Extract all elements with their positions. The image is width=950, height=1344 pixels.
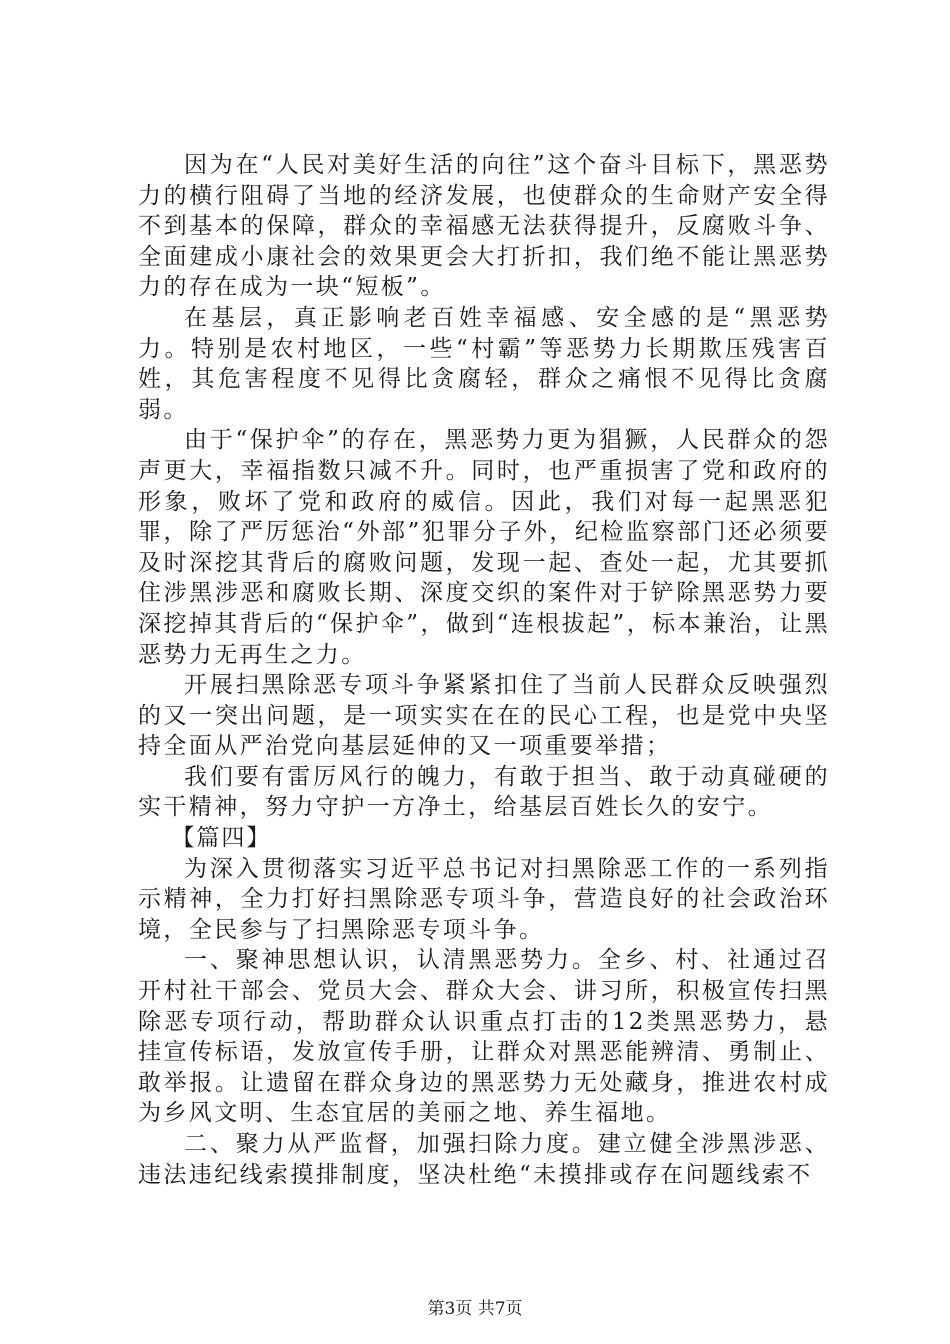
- document-body: [138, 150, 830, 1190]
- section-heading: 【篇四】: [171, 825, 272, 852]
- page-footer: 第3页 共7页: [427, 1299, 523, 1319]
- paragraph-6: 为深入贯彻落实习近平总书记对扫黑除恶工作的一系列指示精神，全力打好扫黑除恶专项斗争，营造良好的社会政治环境，全民参与了扫黑除恶专项斗争。: [138, 855, 830, 943]
- paragraph-1: 因为在“人民对美好生活的向往”这个奋斗目标下，黑恶势力的横行阻碍了当地的经济发展，也使群众的生命财产安全得不到基本的保障，群众的幸福感无法获得提升，反腐败斗争、全面建成小康社会的效果更会大打折扣，我们绝不能让黑恶势力的存在成为一块“短板”。: [138, 152, 830, 301]
- paragraph-2: 在基层，真正影响老百姓幸福感、安全感的是“黑恶势力。特别是农村地区，一些“村霸”等恶势力长期欺压残害百姓，其危害程度不见得比贪腐轻，群众之痛恨不见得比贪腐弱。: [138, 304, 830, 423]
- paragraph-3: 由于“保护伞”的存在，黑恶势力更为猖獗，人民群众的怨声更大，幸福指数只减不升。同时，也严重损害了党和政府的形象，败坏了党和政府的威信。因此，我们对每一起黑恶犯罪，除了严厉惩治“外部”犯罪分子外，纪检监察部门还必须要及时深挖其背后的腐败问题，发现一起、查处一起，尤其要抓住涉黑涉恶和腐败长期、深度交织的案件对于铲除黑恶势力要深挖掉其背后的“保护伞”，做到“连根拔起”，标本兼治，让黑恶势力无再生之力。: [138, 427, 830, 668]
- paragraph-7: 一、聚神思想认识，认清黑恶势力。全乡、村、社通过召开村社干部会、党员大会、群众大会、讲习所，积极宣传扫黑除恶专项行动，帮助群众认识重点打击的12类黑恶势力，悬挂宣传标语，发放宣传手册，让群众对黑恶能辨清、勇制止、敢举报。让遗留在群众身边的黑恶势力无处藏身，推进农村成为乡风文明、生态宜居的美丽之地、养生福地。: [138, 947, 830, 1127]
- paragraph-5: 我们要有雷厉风行的魄力，有敢于担当、敢于动真碰硬的实干精神，努力守护一方净土，给基层百姓长久的安宁。: [138, 763, 830, 821]
- paragraph-4: 开展扫黑除恶专项斗争紧紧扣住了当前人民群众反映强烈的又一突出问题，是一项实实在在的民心工程，也是党中央坚持全面从严治党向基层延伸的又一项重要举措；: [138, 672, 830, 760]
- paragraph-8: 二、聚力从严监督，加强扫除力度。建立健全涉黑涉恶、违法违纪线索摸排制度，坚决杜绝“未摸排或存在问题线索不: [138, 1131, 830, 1188]
